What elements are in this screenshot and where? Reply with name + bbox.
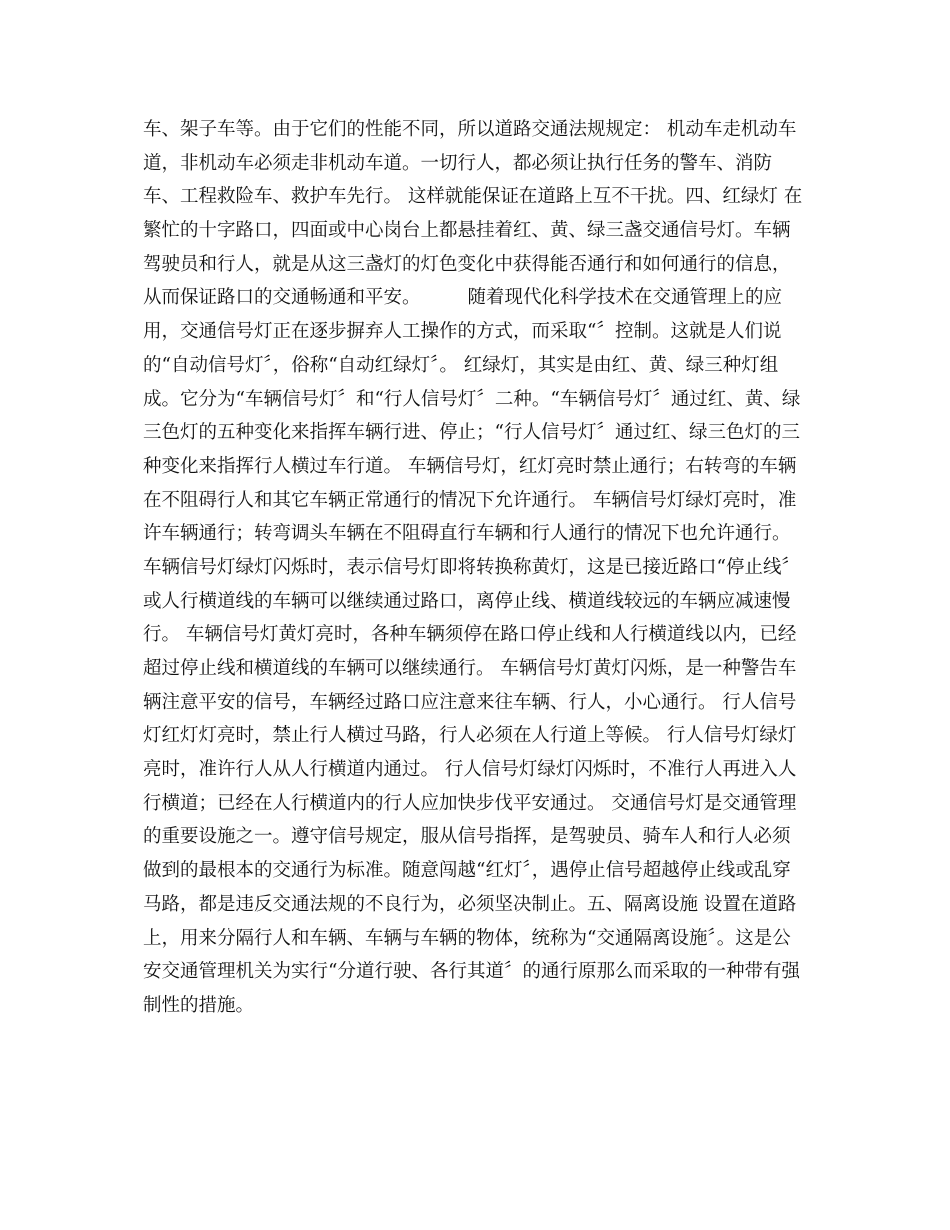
text-line: 车、工程救险车、救护车先行。 这样就能保证在道路上互不干扰。四、红绿灯 在: [143, 186, 803, 208]
text-line: 的重要设施之一。遵守信号规定，服从信号指挥，是驾驶员、骑车人和行人必须: [143, 826, 791, 848]
text-line: 三色灯的五种变化来指挥车辆行进、停止；“行人信号灯〞通过红、绿三色灯的三: [143, 422, 800, 444]
text-line: 灯红灯灯亮时，禁止行人横过马路，行人必须在人行道上等候。 行人信号灯绿灯: [143, 725, 797, 747]
text-line: 用，交通信号灯正在逐步摒弃人工操作的方式，而采取“〞控制。这就是人们说: [143, 321, 782, 343]
text-line: 从而保证路口的交通畅通和平安。 随着现代化科学技术在交通管理上的应: [143, 287, 783, 309]
text-line: 上，用来分隔行人和车辆、车辆与车辆的物体，统称为“交通隔离设施〞。这是公: [143, 927, 791, 949]
text-line: 超过停止线和横道线的车辆可以继续通行。 车辆信号灯黄灯闪烁，是一种警告车: [143, 658, 797, 679]
text-line: 种变化来指挥行人横过车行道。 车辆信号灯，红灯亮时禁止通行；右转弯的车辆: [143, 455, 797, 477]
text-line: 车辆信号灯绿灯闪烁时，表示信号灯即将转换称黄灯，这是已接近路口“停止线〞: [143, 556, 800, 578]
text-line: 在不阻碍行人和其它车辆正常通行的情况下允许通行。 车辆信号灯绿灯亮时，准: [143, 489, 797, 511]
text-line: 许车辆通行；转弯调头车辆在不阻碍直行车辆和行人通行的情况下也允许通行。: [143, 523, 791, 545]
text-line: 制性的措施。: [143, 994, 255, 1016]
text-line: 亮时，准许行人从人行横道内通过。 行人信号灯绿灯闪烁时，不准行人再进入人: [143, 759, 797, 781]
text-line: 的“自动信号灯〞，俗称“自动红绿灯〞。 红绿灯，其实是由红、黄、绿三种灯组: [143, 354, 779, 376]
text-line: 或人行横道线的车辆可以继续通过路口，离停止线、横道线较远的车辆应减速慢: [143, 590, 791, 612]
text-line: 做到的最根本的交通行为标准。随意闯越“红灯〞，遇停止信号超越停止线或乱穿: [143, 860, 791, 882]
text-line: 繁忙的十字路口，四面或中心岗台上都悬挂着红、黄、绿三盏交通信号灯。车辆: [143, 220, 791, 242]
text-line: 驾驶员和行人，就是从这三盏灯的灯色变化中获得能否通行和如何通行的信息，: [143, 253, 791, 275]
text-line: 成。它分为“车辆信号灯〞和“行人信号灯〞二种。“车辆信号灯〞通过红、黄、绿: [143, 388, 801, 410]
text-line: 辆注意平安的信号，车辆经过路口应注意来往车辆、行人，小心通行。 行人信号: [143, 691, 797, 713]
body-text: [143, 113, 815, 1023]
text-line: 行。 车辆信号灯黄灯亮时，各种车辆须停在路口停止线和人行横道线以内，已经: [143, 624, 797, 646]
text-line: 道，非机动车必须走非机动车道。一切行人，都必须让执行任务的警车、消防: [143, 152, 773, 174]
text-line: 安交通管理机关为实行“分道行驶、各行其道〞的通行原那么而采取的一种带有强: [143, 961, 800, 983]
text-line: 行横道；已经在人行横道内的行人应加快步伐平安通过。 交通信号灯是交通管理: [143, 792, 797, 814]
text-line: 车、架子车等。由于它们的性能不同，所以道路交通法规规定： 机动车走机动车: [143, 119, 797, 140]
text-line: 马路，都是违反交通法规的不良行为，必须坚决制止。五、隔离设施 设置在道路: [143, 893, 797, 915]
